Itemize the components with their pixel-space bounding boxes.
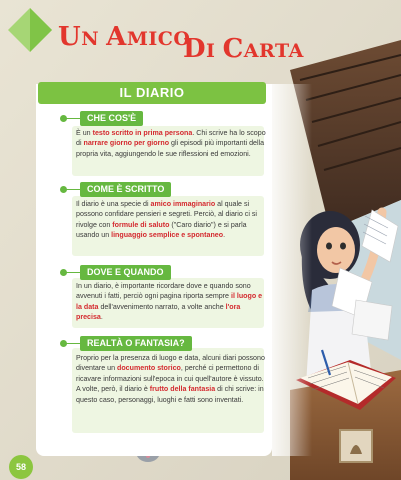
body-text: A volte, però, il diario è (76, 385, 150, 394)
body-text: In un diario, è importante ricordare dove e quando sono avvenuti i fatti, perciò ogni pagina riporta sempre (76, 282, 251, 301)
highlighted-text: documento storico (117, 364, 181, 373)
highlighted-text: amico immaginario (150, 200, 216, 208)
body-text: È un (76, 129, 93, 137)
section-text (76, 128, 266, 159)
section-text (76, 199, 266, 241)
body-text: . Chi scrive ha lo scopo di (76, 129, 266, 148)
body-text: gli episodi più importanti della propria vita, aggiungendo le sue riflessioni ed emozioni. (76, 139, 265, 158)
info-card-fade (272, 84, 312, 456)
body-text: . (223, 231, 226, 240)
section-text (76, 281, 266, 323)
body-text: di chi scrive: in questo caso, personaggi, luoghi e fatti sono inventati. (76, 385, 264, 404)
highlighted-text: linguaggio semplice e spontaneo (111, 231, 224, 240)
highlighted-text: il luogo e la data (76, 292, 263, 311)
section-banner: IL DIARIO (38, 82, 266, 104)
body-text: al quale si possono confidare pensieri e segreti. Perciò, al diario ci si rivolge con (76, 200, 257, 229)
section-heading: CHE COS'È (80, 111, 143, 126)
section-heading: DOVE E QUANDO (80, 265, 171, 280)
body-text: ("Caro diario") e si parla usando un (76, 220, 247, 240)
highlighted-text: l'ora precisa (76, 302, 241, 322)
highlighted-text: frutto della fantasia (149, 385, 216, 394)
body-text: dell'avvenimento narrato, a volte anche (98, 302, 226, 311)
page-title-line2: DI CARTA (183, 34, 304, 64)
highlighted-text: narrare giorno per giorno (83, 139, 170, 148)
body-text: Il diario è una specie di (76, 200, 151, 208)
section-text (76, 353, 266, 405)
body-text: Proprio per la presenza di luogo e data, alcuni diari possono diventare un (76, 354, 265, 373)
highlighted-text: formule di saluto (112, 220, 170, 229)
section-heading: COME È SCRITTO (80, 182, 171, 197)
highlighted-text: testo scritto in prima persona (92, 129, 193, 137)
page-number: 58 (9, 455, 33, 479)
page-title-line1: UN AMICO (58, 22, 191, 52)
section-heading: REALTÀ O FANTASIA? (80, 336, 192, 351)
body-text: , perché ci permettono di ricavare informazioni sull'epoca in cui quell'autore è vissuto. (76, 364, 264, 383)
body-text: . (100, 313, 103, 322)
